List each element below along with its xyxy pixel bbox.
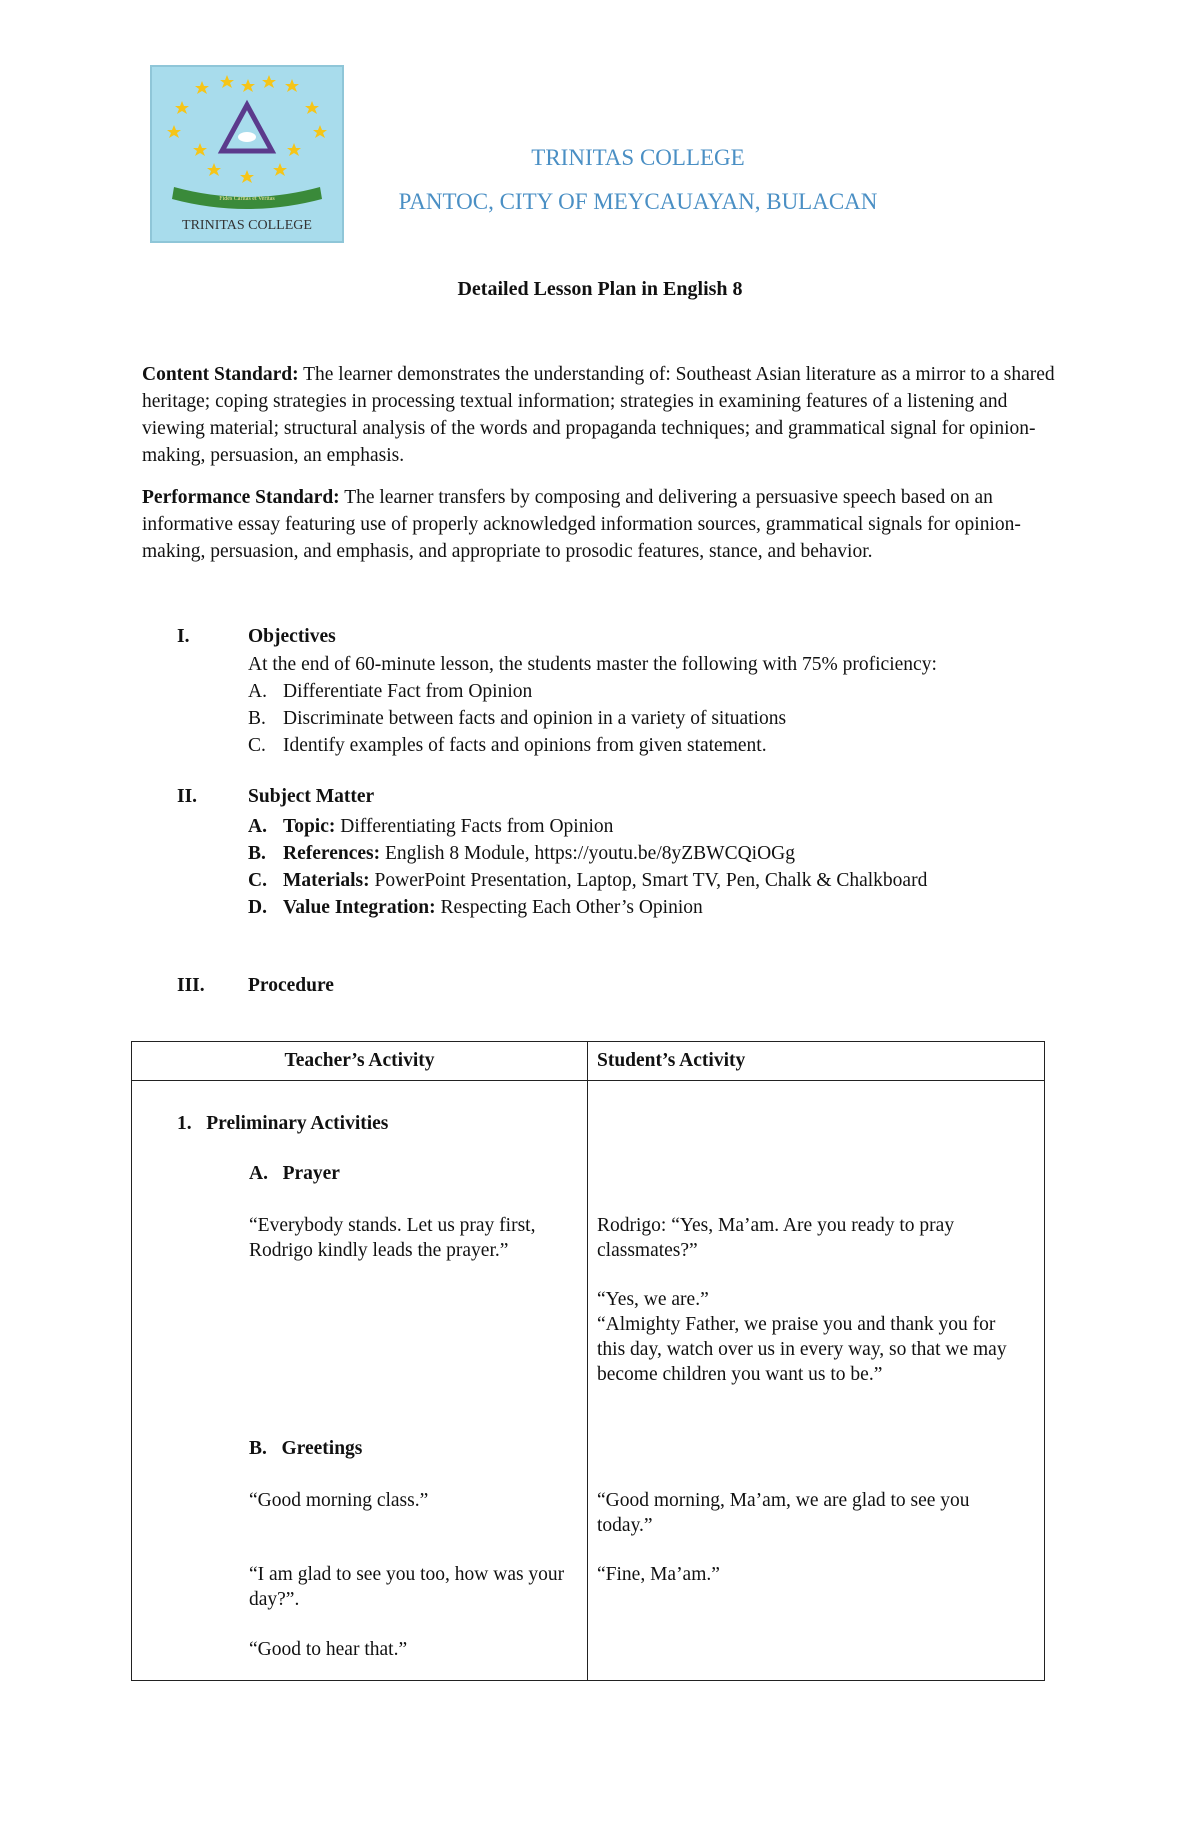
prayer-student-line: “Almighty Father, we praise you and thank you for this day, watch over us in every way, so that we may become children you want us to be.” — [597, 1314, 1007, 1385]
greeting-student-line: “Good morning, Ma’am, we are glad to see you today.” — [597, 1490, 970, 1536]
objectives-intro: At the end of 60-minute lesson, the students master the following with 75% proficiency: — [248, 654, 937, 675]
procedure-heading: Procedure — [248, 975, 334, 996]
student-column-header: Student’s Activity — [597, 1050, 746, 1071]
svg-text:TRINITAS COLLEGE: TRINITAS COLLEGE — [182, 218, 312, 233]
greeting-student-line: “Fine, Ma’am.” — [597, 1564, 720, 1585]
preliminary-activities-heading: 1. Preliminary Activities — [177, 1113, 389, 1134]
content-standard-label: Content Standard: — [142, 364, 299, 385]
objective-item: C. Identify examples of facts and opinions from given statement. — [248, 735, 767, 756]
subject-matter-numeral: II. — [177, 786, 198, 807]
performance-standard — [142, 484, 1064, 565]
greeting-teacher-line: “Good morning class.” — [249, 1490, 429, 1511]
school-name: TRINITAS COLLEGE — [531, 145, 745, 170]
school-address: PANTOC, CITY OF MEYCAUAYAN, BULACAN — [398, 189, 878, 214]
teacher-column-header: Teacher’s Activity — [284, 1050, 435, 1071]
content-standard-text: The learner demonstrates the understanding of: Southeast Asian literature as a mirror to a shared heritage; coping strategies in processing textual information; strategies in examining features of a listening and viewing material; structural analysis of the words and propaganda techniques; and grammatical signal for opinion-making, persuasion, an emphasis. — [142, 364, 1055, 466]
prayer-student-line: “Yes, we are.” — [597, 1289, 709, 1310]
subject-matter-item: A. Topic: Differentiating Facts from Opinion — [248, 816, 614, 837]
school-logo — [150, 65, 344, 243]
prayer-heading: A. Prayer — [249, 1163, 340, 1184]
subject-matter-heading: Subject Matter — [248, 786, 375, 807]
greetings-heading: B. Greetings — [249, 1438, 363, 1459]
objective-item: B. Discriminate between facts and opinion in a variety of situations — [248, 708, 787, 729]
document-title: Detailed Lesson Plan in English 8 — [457, 278, 743, 300]
greeting-teacher-line: “I am glad to see you too, how was your day?”. — [249, 1564, 565, 1610]
subject-matter-item: B. References: English 8 Module, https://youtu.be/8yZBWCQiOGg — [248, 843, 796, 864]
performance-standard-label: Performance Standard: — [142, 487, 340, 508]
stars-icon — [167, 75, 327, 183]
objectives-numeral: I. — [177, 626, 190, 647]
content-standard — [142, 361, 1064, 469]
procedure-numeral: III. — [177, 975, 205, 996]
table-divider — [587, 1042, 588, 1680]
prayer-student-line: Rodrigo: “Yes, Ma’am. Are you ready to pray classmates?” — [597, 1215, 955, 1261]
greeting-teacher-line: “Good to hear that.” — [249, 1639, 408, 1660]
subject-matter-item: D. Value Integration: Respecting Each Other’s Opinion — [248, 897, 703, 918]
prayer-teacher-line: “Everybody stands. Let us pray first, Rodrigo kindly leads the prayer.” — [249, 1215, 536, 1261]
triangle-icon — [222, 105, 272, 151]
svg-text:Fides Caritas et Veritas: Fides Caritas et Veritas — [219, 196, 275, 202]
objectives-heading: Objectives — [248, 626, 336, 647]
subject-matter-item: C. Materials: PowerPoint Presentation, Laptop, Smart TV, Pen, Chalk & Chalkboard — [248, 870, 928, 891]
procedure-table — [131, 1041, 1045, 1681]
table-header-rule — [132, 1080, 1044, 1081]
performance-standard-text: The learner transfers by composing and delivering a persuasive speech based on an informative essay featuring use of properly acknowledged information sources, grammatical signals for opinion-making, persuasion, and emphasis, and appropriate to prosodic features, stance, and behavior. — [142, 487, 1021, 562]
objective-item: A. Differentiate Fact from Opinion — [248, 681, 533, 702]
